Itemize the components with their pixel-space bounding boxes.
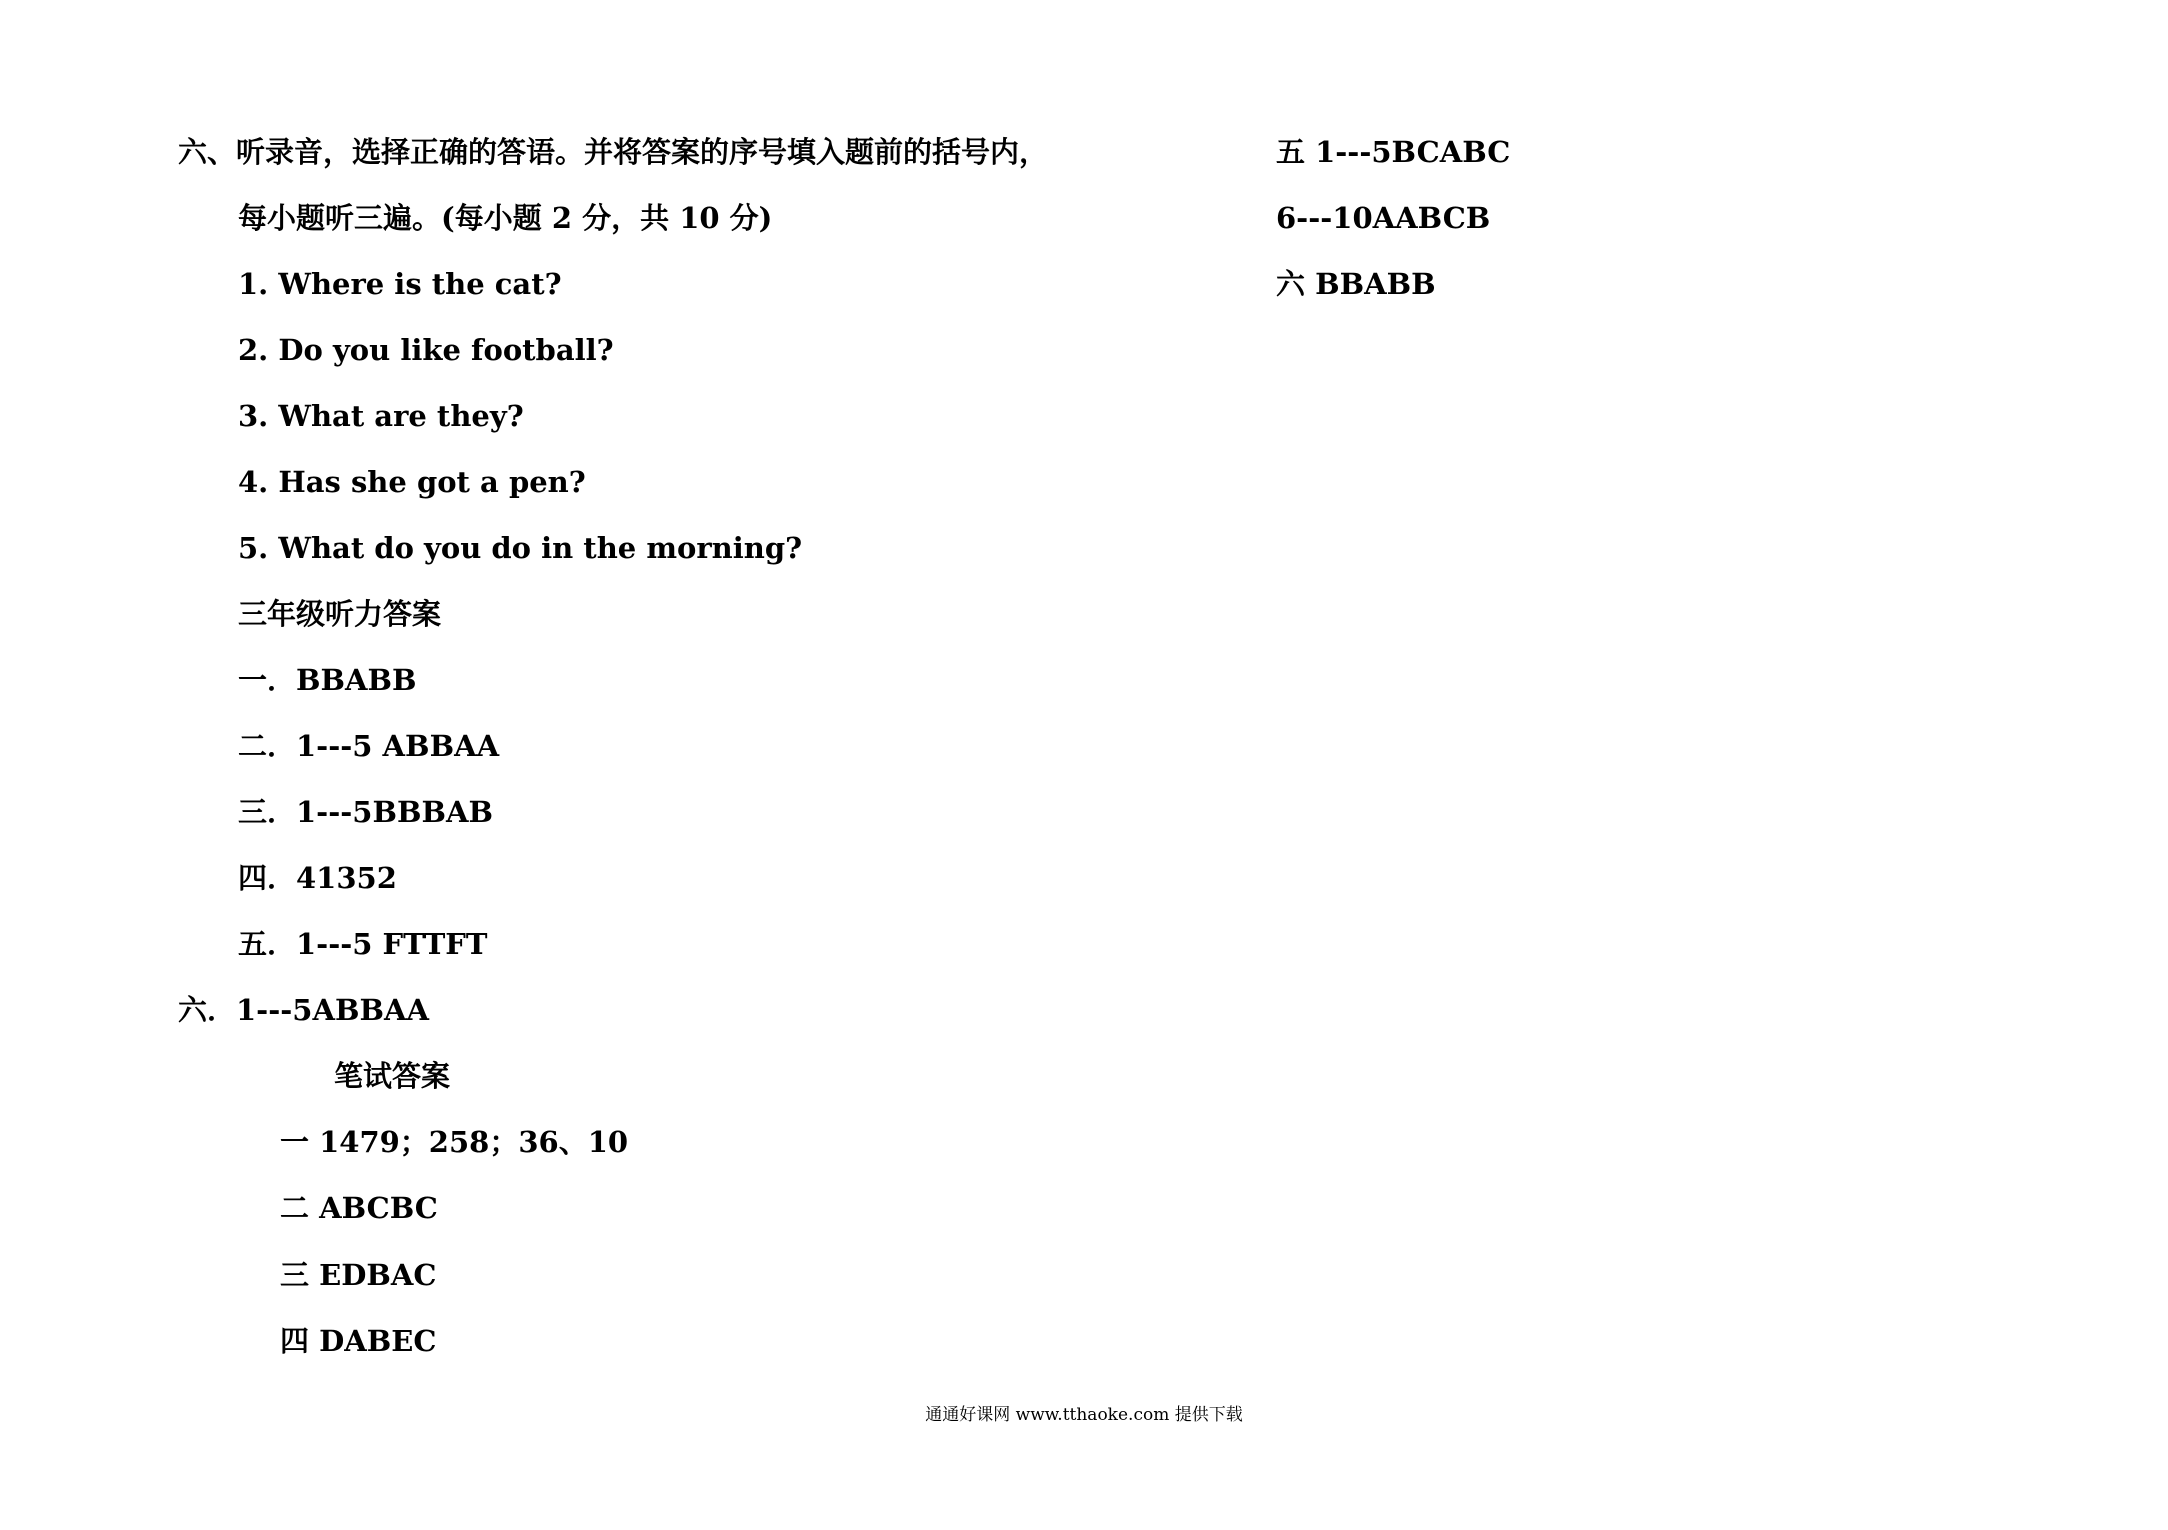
page-footer: 通通好课网 www.tthaoke.com 提供下载: [925, 1405, 1243, 1425]
listening-answer-1: 一．BBABB: [238, 663, 417, 697]
listening-answer-4: 四．41352: [238, 861, 397, 895]
question-1: 1. Where is the cat?: [238, 267, 562, 301]
listening-answer-3: 三．1---5BBBAB: [238, 795, 494, 829]
listening-answer-2: 二．1---5 ABBAA: [238, 729, 500, 763]
written-answer-1: 一 1479；258；36、10: [280, 1125, 629, 1159]
section-six-instruction: 每小题听三遍。(每小题 2 分，共 10 分): [238, 201, 773, 235]
question-2: 2. Do you like football?: [238, 333, 614, 367]
listening-answers-title: 三年级听力答案: [238, 597, 442, 631]
written-answer-5a: 五 1---5BCABC: [1276, 135, 1511, 169]
written-answer-5b: 6---10AABCB: [1276, 201, 1491, 235]
section-six-heading: 六、听录音，选择正确的答语。并将答案的序号填入题前的括号内，: [178, 135, 1049, 169]
written-answers-title: 笔试答案: [334, 1059, 451, 1093]
written-answer-4: 四 DABEC: [280, 1324, 437, 1358]
listening-answer-6: 六．1---5ABBAA: [178, 993, 429, 1027]
written-answer-2: 二 ABCBC: [280, 1191, 438, 1225]
written-answer-6: 六 BBABB: [1276, 267, 1436, 301]
question-5: 5. What do you do in the morning?: [238, 531, 803, 565]
question-4: 4. Has she got a pen?: [238, 465, 586, 499]
listening-answer-5: 五．1---5 FTTFT: [238, 927, 488, 961]
written-answer-3: 三 EDBAC: [280, 1258, 437, 1292]
question-3: 3. What are they?: [238, 399, 524, 433]
